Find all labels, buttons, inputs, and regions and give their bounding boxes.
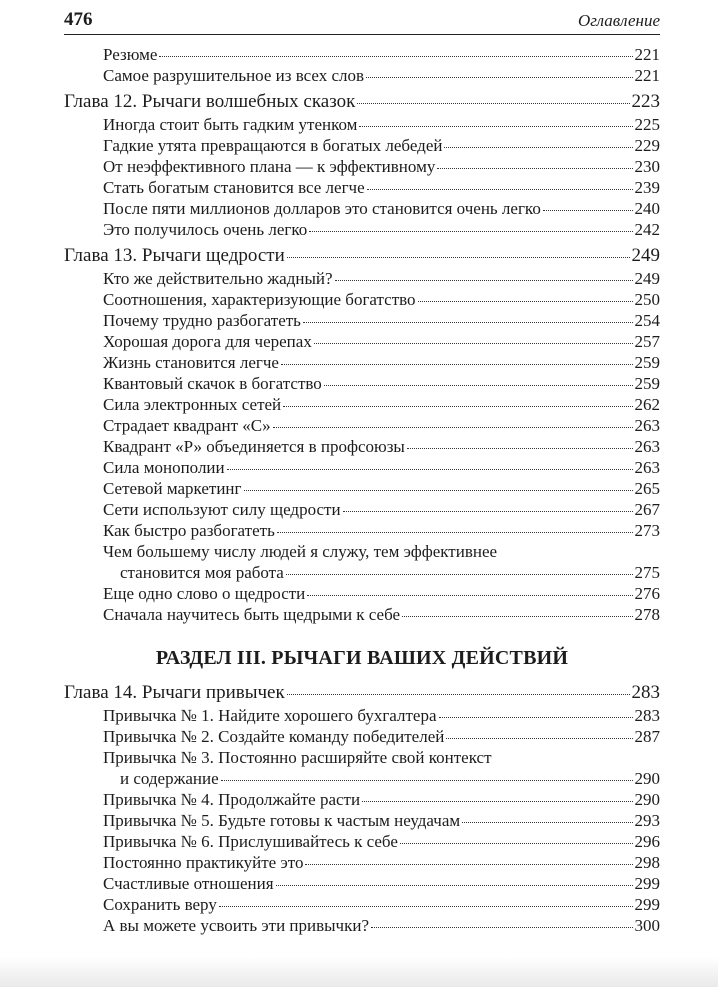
toc-entry[interactable]: [64, 268, 660, 289]
entry-title: Иногда стоит быть гадким утенком: [103, 115, 358, 134]
page-number: 476: [64, 9, 93, 30]
dot-leader: [307, 595, 632, 596]
toc-entry-wrapped[interactable]: Привычка № 3. Постоянно расширяйте свой контекст и содержание 290: [103, 748, 660, 788]
entry-page: 276: [634, 584, 660, 603]
entry-page: 249: [634, 269, 660, 288]
entry-page: 250: [634, 290, 660, 309]
toc-entry[interactable]: [64, 331, 660, 352]
dot-leader: [371, 927, 632, 928]
entry-title: Сети используют силу щедрости: [103, 500, 341, 519]
dot-leader: [366, 77, 632, 78]
entry-page: 263: [634, 437, 660, 456]
toc-entry[interactable]: [64, 499, 660, 520]
entry-title: Резюме: [103, 45, 158, 64]
entry-title: Привычка № 2. Создайте команду победителей: [103, 727, 445, 746]
entry-page: 225: [634, 115, 660, 134]
dot-leader: [281, 364, 633, 365]
entry-page: 300: [634, 916, 660, 935]
entry-title: Соотношения, характеризующие богатство: [103, 290, 416, 309]
entry-page: 254: [634, 311, 660, 330]
toc-entry[interactable]: [64, 65, 660, 86]
toc-entry[interactable]: [64, 310, 660, 331]
entry-page: 239: [634, 178, 660, 197]
entry-title: Гадкие утята превращаются в богатых лебедей: [103, 136, 443, 155]
dot-leader: [362, 801, 632, 802]
toc-entry[interactable]: [64, 894, 660, 915]
entry-title: Привычка № 4. Продолжайте расти: [103, 790, 361, 809]
dot-leader: [219, 906, 633, 907]
toc-entry[interactable]: [64, 373, 660, 394]
entry-title: Сетевой маркетинг: [103, 479, 242, 498]
toc-entry[interactable]: [64, 114, 660, 135]
toc-entry[interactable]: [64, 705, 660, 726]
entry-page: 257: [634, 332, 660, 351]
dot-leader: [159, 56, 632, 57]
entry-title: После пяти миллионов долларов это становится очень легко: [103, 199, 541, 218]
toc-entry[interactable]: [64, 852, 660, 873]
entry-title: Жизнь становится легче: [103, 353, 279, 372]
toc-entry[interactable]: [64, 478, 660, 499]
entry-page: 296: [634, 832, 660, 851]
entry-title: Квадрант «Р» объединяется в профсоюзы: [103, 437, 405, 456]
entry-page: 298: [634, 853, 660, 872]
entry-page: 273: [634, 521, 660, 540]
entry-title: Привычка № 1. Найдите хорошего бухгалтера: [103, 706, 437, 725]
toc-entry[interactable]: [64, 457, 660, 478]
dot-leader: [367, 189, 633, 190]
entry-title: От неэффективного плана — к эффективному: [103, 157, 436, 176]
entry-page: 230: [634, 157, 660, 176]
dot-leader: [402, 616, 632, 617]
dot-leader: [446, 738, 632, 739]
entry-title: Постоянно практикуйте это: [103, 853, 304, 872]
toc-entry[interactable]: [64, 415, 660, 436]
toc-entry[interactable]: [64, 726, 660, 747]
running-title: Оглавление: [577, 11, 660, 30]
entry-title: Страдает квадрант «С»: [103, 416, 271, 435]
entry-title: Квантовый скачок в богатство: [103, 374, 322, 393]
entry-page: 263: [634, 416, 660, 435]
toc-entry[interactable]: [64, 810, 660, 831]
toc-chapter[interactable]: Глава 14. Рычаги привычек 283: [64, 682, 660, 703]
toc-entry[interactable]: [64, 831, 660, 852]
toc-chapter[interactable]: Глава 13. Рычаги щедрости 249: [64, 245, 660, 266]
dot-leader: [283, 406, 632, 407]
dot-leader: [244, 490, 633, 491]
dot-leader: [303, 322, 633, 323]
dot-leader: [273, 427, 633, 428]
entry-page: 229: [634, 136, 660, 155]
dot-leader: [407, 448, 633, 449]
entry-page: 293: [634, 811, 660, 830]
entry-page: 278: [634, 605, 660, 624]
dot-leader: [335, 280, 633, 281]
dot-leader: [277, 532, 633, 533]
dot-leader: [543, 210, 633, 211]
dot-leader: [309, 231, 632, 232]
dot-leader: [359, 126, 632, 127]
entry-title: А вы можете усвоить эти привычки?: [103, 916, 370, 935]
scan-shadow: [0, 957, 718, 987]
dot-leader: [400, 843, 633, 844]
dot-leader: [276, 885, 633, 886]
toc-entry[interactable]: [64, 177, 660, 198]
dot-leader: [314, 343, 633, 344]
toc-entry[interactable]: [64, 915, 660, 936]
entry-page: 259: [634, 374, 660, 393]
dot-leader: [227, 469, 633, 470]
table-of-contents: [64, 44, 660, 936]
entry-page: 259: [634, 353, 660, 372]
entry-title: Как быстро разбогатеть: [103, 521, 275, 540]
entry-page: 299: [634, 874, 660, 893]
entry-title: Сила электронных сетей: [103, 395, 282, 414]
dot-leader: [418, 301, 633, 302]
dot-leader: [343, 511, 633, 512]
toc-chapter[interactable]: Глава 12. Рычаги волшебных сказок 223: [64, 91, 660, 112]
entry-page: 221: [634, 66, 660, 85]
dot-leader: [462, 822, 632, 823]
entry-title: Сохранить веру: [103, 895, 217, 914]
toc-entry[interactable]: [64, 583, 660, 604]
toc-entry[interactable]: [64, 289, 660, 310]
dot-leader: [437, 168, 632, 169]
toc-entry[interactable]: [64, 520, 660, 541]
entry-title: Почему трудно разбогатеть: [103, 311, 301, 330]
toc-entry[interactable]: [64, 135, 660, 156]
entry-title: Сила монополии: [103, 458, 225, 477]
toc-entry[interactable]: [64, 156, 660, 177]
dot-leader: [439, 717, 633, 718]
toc-entry[interactable]: [64, 604, 660, 625]
entry-page: 262: [634, 395, 660, 414]
dot-leader: [444, 147, 632, 148]
entry-page: 242: [634, 220, 660, 239]
entry-page: 299: [634, 895, 660, 914]
toc-entry[interactable]: [64, 44, 660, 65]
entry-title: Самое разрушительное из всех слов: [103, 66, 365, 85]
toc-entry[interactable]: [64, 436, 660, 457]
toc-entry[interactable]: [64, 789, 660, 810]
page-header: [64, 4, 660, 35]
entry-title: Счастливые отношения: [103, 874, 274, 893]
entry-page: 265: [634, 479, 660, 498]
entry-page: 240: [634, 199, 660, 218]
entry-title: Привычка № 5. Будьте готовы к частым неудачам: [103, 811, 461, 830]
entry-title: Кто же действительно жадный?: [103, 269, 333, 288]
dot-leader: [324, 385, 633, 386]
entry-page: 290: [634, 790, 660, 809]
section-title: РАЗДЕЛ III. РЫЧАГИ ВАШИХ ДЕЙСТВИЙ: [155, 647, 569, 669]
entry-title: Это получилось очень легко: [103, 220, 308, 239]
entry-page: 283: [634, 706, 660, 725]
toc-entry[interactable]: [64, 394, 660, 415]
toc-entry-wrapped[interactable]: Чем большему числу людей я служу, тем эффективнее становится моя работа 275: [103, 542, 660, 582]
toc-entry[interactable]: [64, 198, 660, 219]
entry-title: Стать богатым становится все легче: [103, 178, 365, 197]
entry-page: 221: [634, 45, 660, 64]
toc-entry[interactable]: [64, 873, 660, 894]
entry-page: 287: [634, 727, 660, 746]
entry-page: 267: [634, 500, 660, 519]
toc-entry[interactable]: [64, 219, 660, 240]
dot-leader: [305, 864, 632, 865]
entry-title: Хорошая дорога для черепах: [103, 332, 312, 351]
toc-entry[interactable]: [64, 352, 660, 373]
entry-title: Привычка № 6. Прислушивайтесь к себе: [103, 832, 398, 851]
entry-page: 263: [634, 458, 660, 477]
entry-title: Еще одно слово о щедрости: [103, 584, 306, 603]
entry-title: Сначала научитесь быть щедрыми к себе: [103, 605, 401, 624]
